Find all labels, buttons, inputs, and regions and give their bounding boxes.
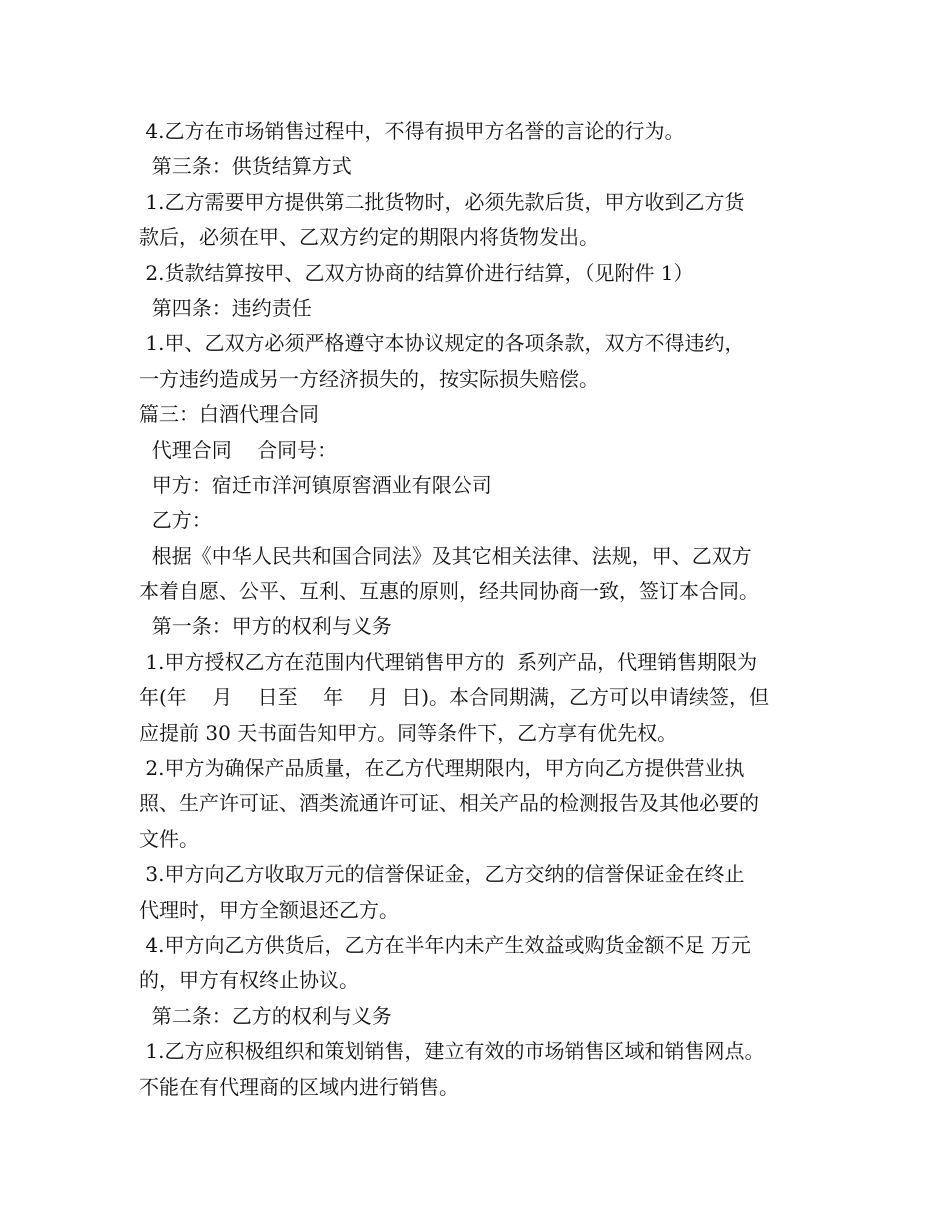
section-heading: 第二条：乙方的权利与义务 xyxy=(139,1003,392,1028)
contract-document-page xyxy=(139,114,844,1105)
section-heading: 第四条：违约责任 xyxy=(139,295,312,320)
text-line: 根据《中华人民共和国合同法》及其它相关法律、法规，甲、乙双方 xyxy=(139,543,752,568)
chapter-title: 篇三：白酒代理合同 xyxy=(139,402,319,427)
party-b-line: 乙方： xyxy=(139,508,212,533)
text-line: 款后，必须在甲、乙双方约定的期限内将货物发出。 xyxy=(139,225,599,250)
text-line: 文件。 xyxy=(139,826,199,851)
contract-number-line: 代理合同 合同号： xyxy=(139,437,338,462)
text-line: 1.甲方授权乙方在范围内代理销售甲方的 系列产品，代理销售期限为 xyxy=(139,649,758,674)
text-line: 1.乙方需要甲方提供第二批货物时，必须先款后货，甲方收到乙方货 xyxy=(139,189,745,214)
text-line: 的，甲方有权终止协议。 xyxy=(139,968,359,993)
section-heading: 第三条：供货结算方式 xyxy=(139,154,352,179)
text-line: 4.乙方在市场销售过程中，不得有损甲方名誉的言论的行为。 xyxy=(139,119,685,143)
text-line: 照、生产许可证、酒类流通许可证、相关产品的检测报告及其他必要的 xyxy=(139,791,759,816)
text-line: 一方违约造成另一方经济损失的，按实际损失赔偿。 xyxy=(139,366,599,391)
text-line: 4.甲方向乙方供货后，乙方在半年内未产生效益或购货金额不足 万元 xyxy=(139,932,751,957)
text-line: 不能在有代理商的区域内进行销售。 xyxy=(139,1074,459,1099)
party-a-line: 甲方：宿迁市洋河镇原窖酒业有限公司 xyxy=(139,472,492,497)
text-line: 1.甲、乙双方必须严格遵守本协议规定的各项条款，双方不得违约， xyxy=(139,331,745,356)
text-line: 代理时，甲方全额退还乙方。 xyxy=(139,897,399,922)
text-line: 3.甲方向乙方收取万元的信誉保证金，乙方交纳的信誉保证金在终止 xyxy=(139,862,745,887)
text-line: 1.乙方应积极组织和策划销售，建立有效的市场销售区域和销售网点。 xyxy=(139,1039,765,1064)
text-line: 2.甲方为确保产品质量，在乙方代理期限内，甲方向乙方提供营业执 xyxy=(139,756,745,781)
section-heading: 第一条：甲方的权利与义务 xyxy=(139,614,392,639)
text-line: 应提前 30 天书面告知甲方。同等条件下，乙方享有优先权。 xyxy=(139,720,678,745)
text-line: 年(年 月 日至 年 月 日)。本合同期满，乙方可以申请续签，但 xyxy=(139,685,770,710)
text-line: 本着自愿、公平、互利、互惠的原则，经共同协商一致，签订本合同。 xyxy=(139,579,759,604)
text-line: 2.货款结算按甲、乙双方协商的结算价进行结算，（见附件 1） xyxy=(139,260,694,285)
